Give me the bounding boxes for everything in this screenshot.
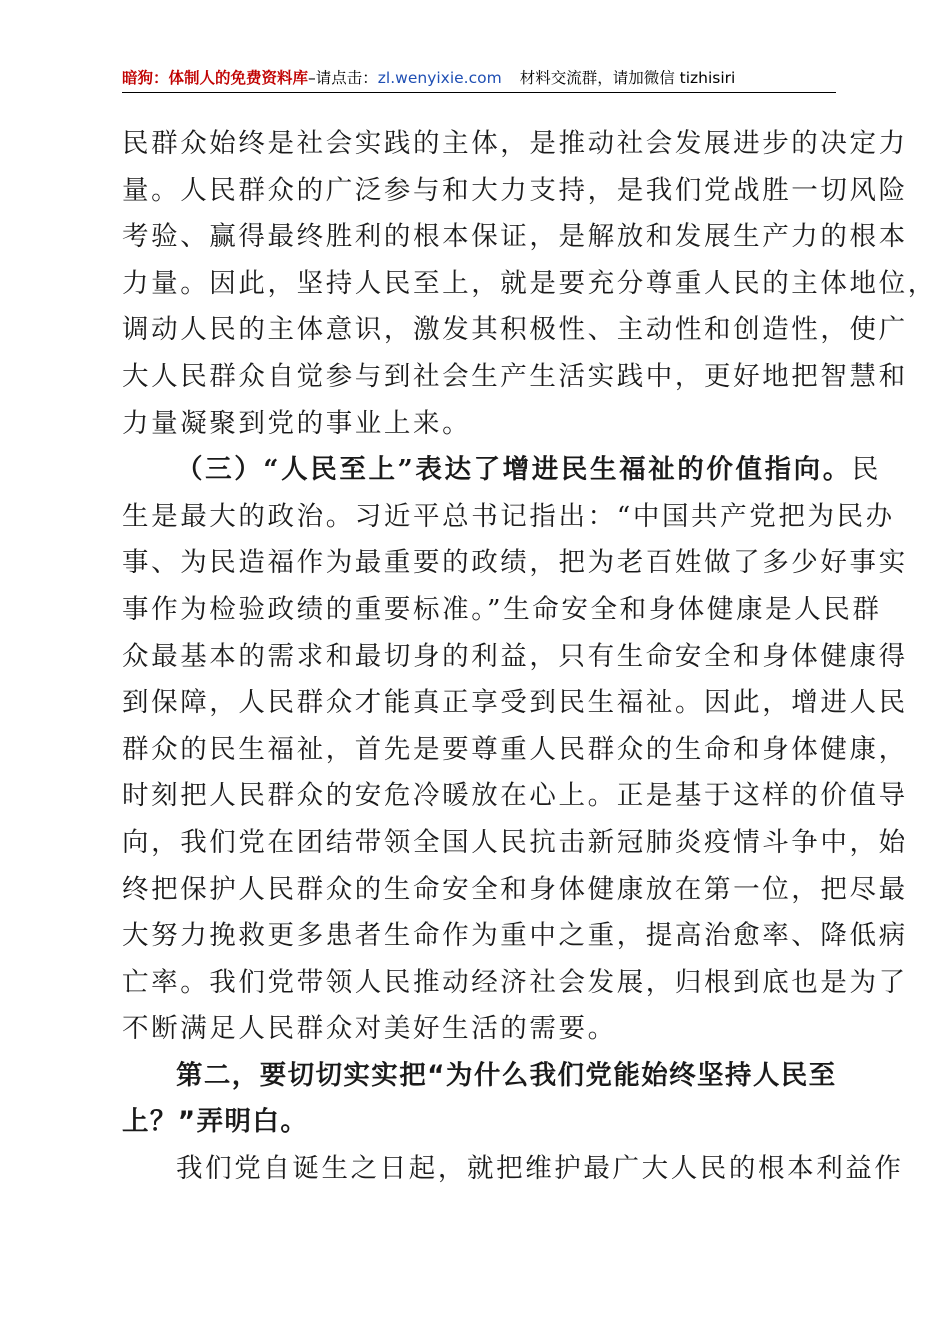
body-line: 到保障，人民群众才能真正享受到民生福祉。因此，增进人民 [122, 687, 908, 719]
section-heading: 第二，要切切实实把“为什么我们党能始终坚持人民至 [176, 1059, 837, 1091]
body-line: 不断满足人民群众对美好生活的需要。 [122, 1013, 617, 1045]
body-line: 力量。因此，坚持人民至上，就是要充分尊重人民的主体地位， [122, 267, 937, 299]
body-line: 众最基本的需求和最切身的利益，只有生命安全和身体健康得 [122, 640, 908, 672]
body-line: 民群众始终是社会实践的主体，是推动社会发展进步的决定力 [122, 128, 908, 159]
header-url-link[interactable]: zl.wenyixie.com [377, 69, 502, 87]
body-line: 事、为民造福作为最重要的政绩，把为老百姓做了多少好事实 [122, 547, 908, 579]
body-line: 生是最大的政治。习近平总书记指出：“中国共产党把为民办 [122, 500, 895, 532]
body-line: 大人民群众自觉参与到社会生产生活实践中，更好地把智慧和 [122, 360, 908, 392]
header-click-prompt: –请点击： [308, 69, 378, 87]
body-line: 亡率。我们党带领人民推动经济社会发展，归根到底也是为了 [122, 966, 908, 998]
page-header [122, 66, 836, 93]
body-line: 时刻把人民群众的安危冷暖放在心上。正是基于这样的价值导 [122, 780, 908, 812]
body-line: 我们党自诞生之日起，就把维护最广大人民的根本利益作 [176, 1153, 904, 1185]
body-line: 调动人民的主体意识，激发其积极性、主动性和创造性，使广 [122, 314, 908, 346]
paragraph-lead-line [122, 447, 881, 494]
section-heading-cont: 上？”弄明白。 [122, 1106, 309, 1138]
body-line: 力量凝聚到党的事业上来。 [122, 407, 472, 439]
body-line: 向，我们党在团结带领全国人民抗击新冠肺炎疫情斗争中，始 [122, 826, 908, 858]
document-body [122, 121, 937, 1193]
header-brand: 暗狗：体制人的免费资料库 [122, 69, 309, 87]
body-line: 事作为检验政绩的重要标准。”生命安全和身体健康是人民群 [122, 593, 882, 625]
body-line-tail: 民 [851, 454, 881, 486]
body-line: 群众的民生福祉，首先是要尊重人民群众的生命和身体健康， [122, 733, 908, 765]
body-line: 考验、赢得最终胜利的根本保证，是解放和发展生产力的根本 [122, 221, 908, 253]
header-contact: 材料交流群，请加微信 tizhisiri [519, 69, 736, 87]
body-line: 大努力挽救更多患者生命作为重中之重，提高治愈率、降低病 [122, 920, 908, 952]
body-line: 终把保护人民群众的生命安全和身体健康放在第一位，把尽最 [122, 873, 908, 905]
body-line: 量。人民群众的广泛参与和大力支持，是我们党战胜一切风险 [122, 174, 908, 206]
subheading-bold-lead: （三）“人民至上”表达了增进民生福祉的价值指向。 [176, 454, 852, 486]
